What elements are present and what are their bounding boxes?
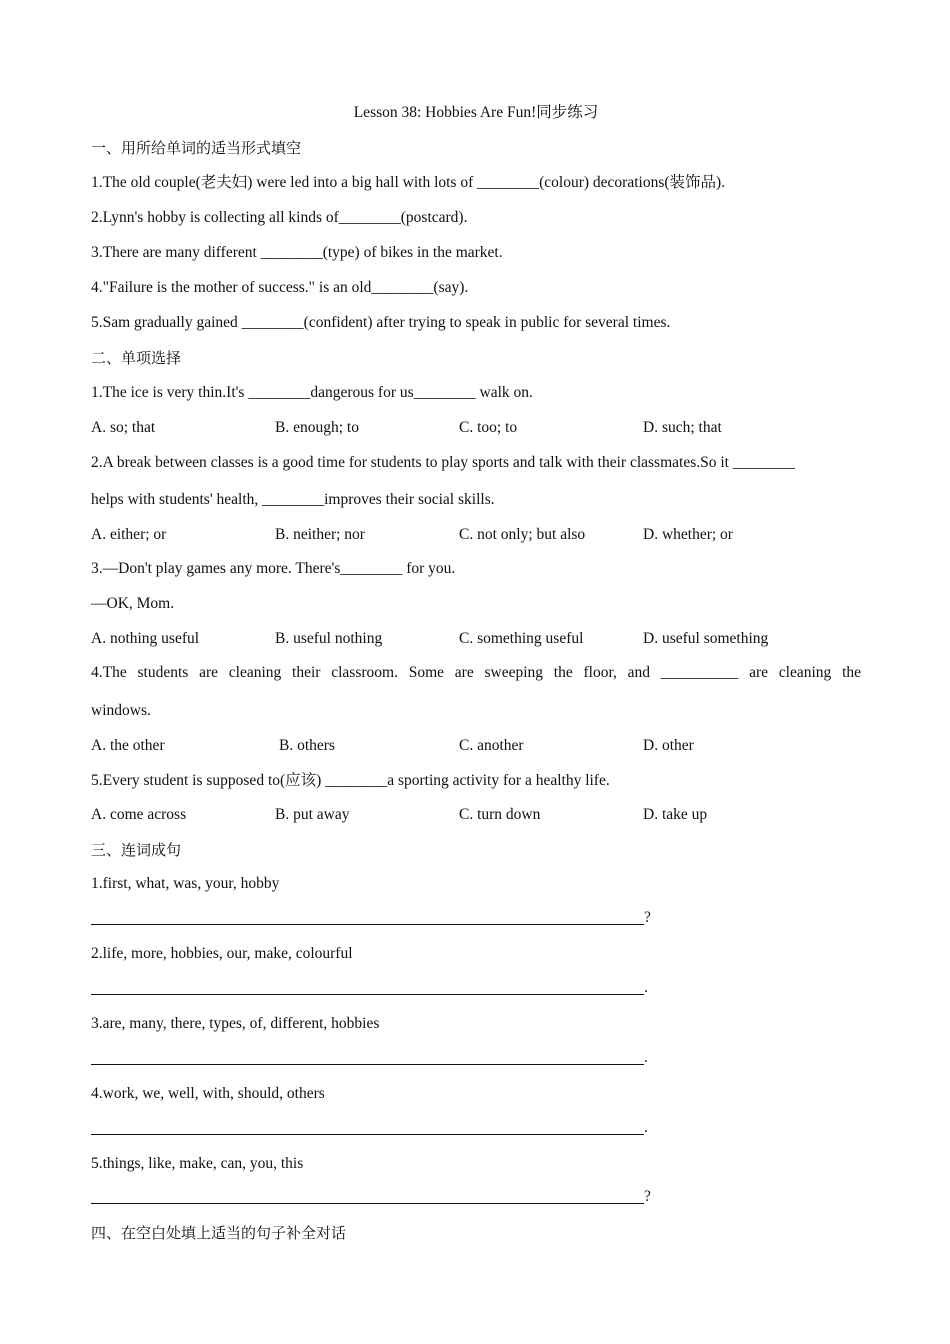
s1-question-5: 5.Sam gradually gained ________(confident) after trying to speak in public for several times.: [91, 314, 671, 331]
s2-q5-option-a: A. come across: [91, 806, 187, 823]
s3-q1-answer-line[interactable]: [91, 924, 644, 925]
s2-q3-option-c: C. something useful: [459, 630, 584, 647]
s3-q5-answer-line[interactable]: [91, 1203, 644, 1204]
s1-question-3: 3.There are many different ________(type) of bikes in the market.: [91, 244, 503, 261]
s3-q5-end-mark: ?: [644, 1188, 651, 1205]
s2-q1-option-c: C. too; to: [459, 419, 518, 436]
s2-q2-option-c: C. not only; but also: [459, 526, 586, 543]
s2-q4-option-d: D. other: [643, 737, 694, 754]
s2-q3-option-a: A. nothing useful: [91, 630, 200, 647]
s3-q2-answer-line[interactable]: [91, 994, 644, 995]
s2-q2-option-a: A. either; or: [91, 526, 167, 543]
s2-q3-option-d: D. useful something: [643, 630, 769, 647]
s2-q2-option-b: B. neither; nor: [275, 526, 365, 543]
s2-q4-option-c: C. another: [459, 737, 524, 754]
s3-q3-answer-line[interactable]: [91, 1064, 644, 1065]
s2-q2-option-d: D. whether; or: [643, 526, 733, 543]
s3-q2-end-mark: .: [644, 979, 648, 996]
section-1-heading: 一、用所给单词的适当形式填空: [91, 139, 302, 157]
s2-q1-stem: 1.The ice is very thin.It's ________dangerous for us________ walk on.: [91, 384, 533, 401]
s2-q5-option-b: B. put away: [275, 806, 350, 823]
s2-q1-option-d: D. such; that: [643, 419, 722, 436]
s3-q1-end-mark: ?: [644, 909, 651, 926]
section-4-heading: 四、在空白处填上适当的句子补全对话: [91, 1224, 347, 1242]
s3-q4-words: 4.work, we, well, with, should, others: [91, 1085, 325, 1102]
s2-q2-stem-line-1: 2.A break between classes is a good time for students to play sports and talk with their classmates.So it ________: [91, 454, 795, 471]
s3-q3-words: 3.are, many, there, types, of, different, hobbies: [91, 1015, 380, 1032]
s1-question-1: 1.The old couple(老夫妇) were led into a big hall with lots of ________(colour) decorations(装饰品).: [91, 174, 726, 191]
s3-q5-words: 5.things, like, make, can, you, this: [91, 1155, 304, 1172]
page-title: Lesson 38: Hobbies Are Fun!同步练习: [353, 104, 599, 121]
s2-q3-option-b: B. useful nothing: [275, 630, 383, 647]
s1-question-2: 2.Lynn's hobby is collecting all kinds of________(postcard).: [91, 209, 468, 226]
s2-q5-option-c: C. turn down: [459, 806, 541, 823]
s2-q2-stem-line-2: helps with students' health, ________improves their social skills.: [91, 491, 495, 508]
s3-q3-end-mark: .: [644, 1049, 648, 1066]
s2-q4-option-b: B. others: [279, 737, 335, 754]
section-2-heading: 二、单项选择: [91, 349, 182, 367]
s1-question-4: 4."Failure is the mother of success." is an old________(say).: [91, 279, 469, 296]
s3-q4-answer-line[interactable]: [91, 1134, 644, 1135]
s3-q1-words: 1.first, what, was, your, hobby: [91, 875, 280, 892]
s2-q4-stem-line-2: windows.: [91, 702, 151, 719]
s3-q2-words: 2.life, more, hobbies, our, make, colourful: [91, 945, 353, 962]
section-3-heading: 三、连词成句: [91, 841, 182, 859]
s3-q4-end-mark: .: [644, 1119, 648, 1136]
s2-q1-option-a: A. so; that: [91, 419, 156, 436]
s2-q5-stem: 5.Every student is supposed to(应该) ________a sporting activity for a healthy life.: [91, 772, 610, 789]
s2-q5-option-d: D. take up: [643, 806, 708, 823]
s2-q1-option-b: B. enough; to: [275, 419, 359, 436]
s2-q3-stem-line-1: 3.—Don't play games any more. There's________ for you.: [91, 560, 456, 577]
s2-q4-option-a: A. the other: [91, 737, 165, 754]
s2-q3-stem-line-2: —OK, Mom.: [91, 595, 175, 612]
s2-q4-stem-line-1: 4.The students are cleaning their classroom. Some are sweeping the floor, and __________ are cleaning the: [91, 664, 861, 681]
